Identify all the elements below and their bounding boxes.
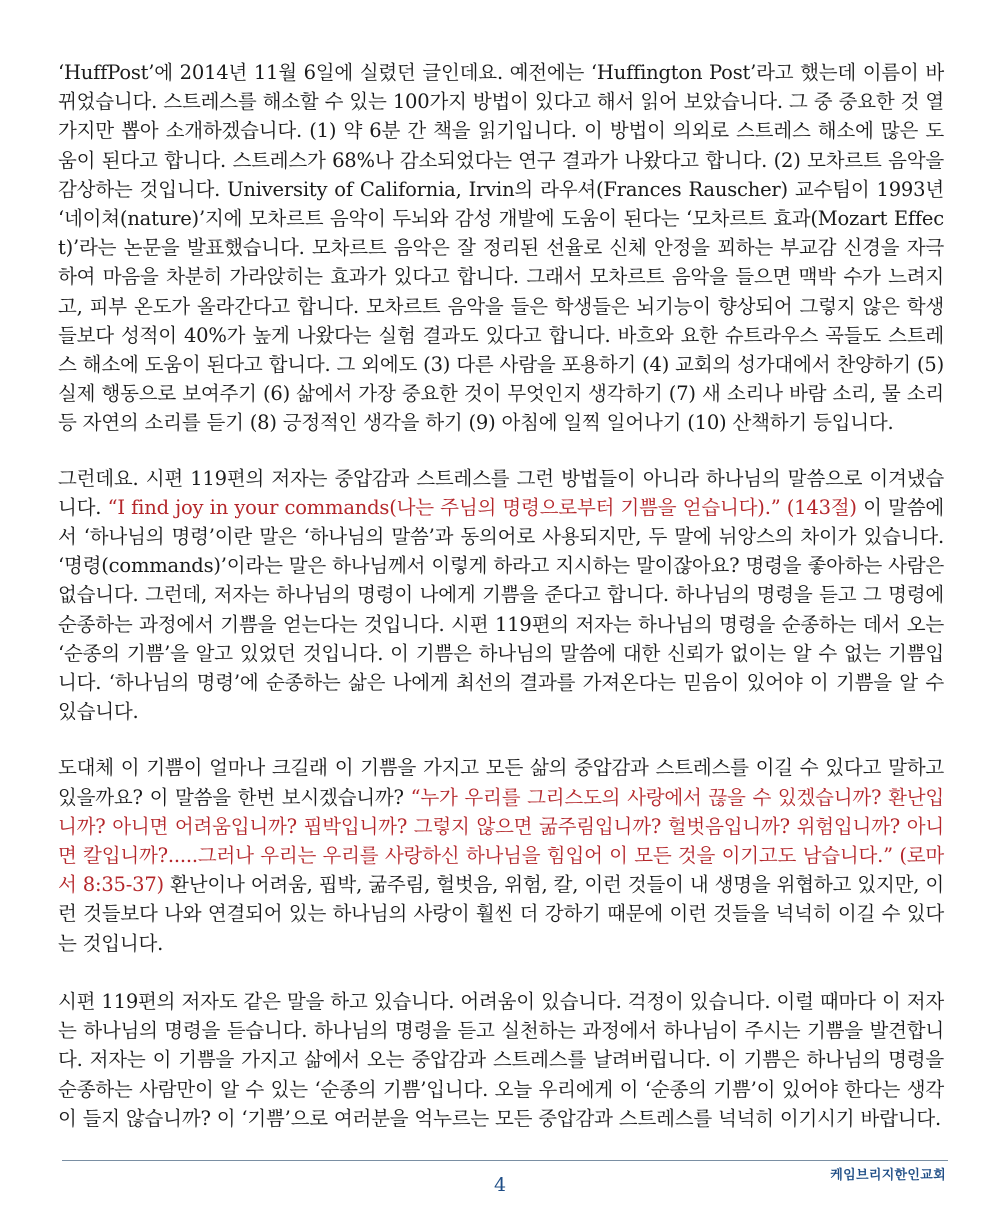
article-body — [58, 58, 944, 1159]
paragraph-1 — [58, 58, 944, 438]
footer-divider — [62, 1160, 948, 1161]
page-number: 4 — [493, 1174, 507, 1196]
paragraph-3-text-intro: 도대체 이 기쁨이 얼마나 크길래 이 기쁨을 가지고 모든 삶의 중압감과 스트레스를 이길 수 있다고 말하고 있을까요? 이 말씀을 한번 보시겠습니까? — [58, 756, 944, 809]
paragraph-1-text: ‘HuffPost’에 2014년 11월 6일에 실렸던 글인데요. 예전에는 ‘Huffington Post’라고 했는데 이름이 바뀌었습니다. 스트레스를 해소할 수 있는 100가지 방법이 있다고 해서 읽어 보았습니다. 그 중 중요한 것 열 가지만 뽑아 소개하겠습니다. (1) 약 6분 간 책을 읽기입니다. 이 방법이 의외로 스트레스 해소에 많은 도움이 된다고 합니다. 스트레스가 68%나 감소되었다는 연구 결과가 나왔다고 합니다. (2) 모차르트 음악을 감상하는 것입니다. University of California, Irvin의 라우셔(Frances Rauscher) 교수팀이 1993년 ‘네이쳐(nature)’지에 모차르트 음악이 두뇌와 감성 개발에 도움이 된다는 ‘모차르트 효과(Mozart Effect)’라는 논문을 발표했습니다. 모차르트 음악은 잘 정리된 선율로 신체 안정을 꾀하는 부교감 신경을 자극하여 마음을 차분히 가라앉히는 효과가 있다고 합니다. 그래서 모차르트 음악을 들으면 맥박 수가 느려지고, 피부 온도가 올라간다고 합니다. 모차르트 음악을 들은 학생들은 뇌기능이 향상되어 그렇지 않은 학생들보다 성적이 40%가 높게 나왔다는 실험 결과도 있다고 합니다. 바흐와 요한 슈트라우스 곡들도 스트레스 해소에 도움이 된다고 합니다. 그 외에도 (3) 다른 사람을 포용하기 (4) 교회의 성가대에서 찬양하기 (5) 실제 행동으로 보여주기 (6) 삶에서 가장 중요한 것이 무엇인지 생각하기 (7) 새 소리나 바람 소리, 물 소리 등 자연의 소리를 듣기 (8) 긍정적인 생각을 하기 (9) 아침에 일찍 일어나기 (10) 산책하기 등입니다. — [58, 61, 944, 435]
paragraph-2-text-intro: 그런데요. 시편 119편의 저자는 중압감과 스트레스를 그런 방법들이 아니라 하나님의 말씀으로 이겨냈습니다. — [58, 466, 944, 519]
paragraph-4-text: 시편 119편의 저자도 같은 말을 하고 있습니다. 어려움이 있습니다. 걱정이 있습니다. 이럴 때마다 이 저자는 하나님의 명령을 듣습니다. 하나님의 명령을 듣고 실천하는 과정에서 하나님이 주시는 기쁨을 발견합니다. 저자는 이 기쁨을 가지고 삶에서 오는 중압감과 스트레스를 날려버립니다. 이 기쁨은 하나님의 명령을 순종하는 사람만이 알 수 있는 ‘순종의 기쁨’입니다. 오늘 우리에게 이 ‘순종의 기쁨’이 있어야 한다는 생각이 들지 않습니까? 이 ‘기쁨’으로 여러분을 억누르는 모든 중압감과 스트레스를 넉넉히 이기시기 바랍니다. — [58, 989, 944, 1130]
paragraph-3 — [58, 753, 944, 957]
paragraph-4 — [58, 987, 944, 1133]
scripture-quote-romans-8: “누가 우리를 그리스도의 사랑에서 끊을 수 있겠습니까? 환난입니까? 아니면 어려움입니까? 핍박입니까? 그렇지 않으면 굶주림입니까? 헐벗음입니까? 위험입니까? 아니면 칼입니까?.....그러나 우리는 우리를 사랑하신 하나님을 힘입어 이 모든 것을 이기고도 남습니다.” (로마서 8:35-37) — [58, 785, 944, 897]
paragraph-3-text-body: 환난이나 어려움, 핍박, 굶주림, 헐벗음, 위험, 칼, 이런 것들이 내 생명을 위협하고 있지만, 이런 것들보다 나와 연결되어 있는 하나님의 사랑이 훨씬 더 강하기 때문에 이런 것들을 넉넉히 이길 수 있다는 것입니다. — [58, 873, 944, 955]
church-name: 케임브리지한인교회 — [830, 1168, 946, 1183]
paragraph-2 — [58, 464, 944, 727]
scripture-quote-psalm-119-143: “I find joy in your commands(나는 주님의 명령으로부터 기쁨을 얻습니다).” (143절) — [107, 495, 857, 519]
paragraph-2-text-body: 이 말씀에서 ‘하나님의 명령’이란 말은 ‘하나님의 말씀’과 동의어로 사용되지만, 두 말에 뉘앙스의 차이가 있습니다. ‘명령(commands)’이라는 말은 하나님께서 이렇게 하라고 지시하는 말이잖아요? 명령을 좋아하는 사람은 없습니다. 그런데, 저자는 하나님의 명령이 나에게 기쁨을 준다고 합니다. 하나님의 명령을 듣고 그 명령에 순종하는 과정에서 기쁨을 얻는다는 것입니다. 시편 119편의 저자는 하나님의 명령을 순종하는 데서 오는 ‘순종의 기쁨’을 알고 있었던 것입니다. 이 기쁨은 하나님의 말씀에 대한 신뢰가 없이는 알 수 없는 기쁨입니다. ‘하나님의 명령’에 순종하는 삶은 나에게 최선의 결과를 가져온다는 믿음이 있어야 이 기쁨을 알 수 있습니다. — [58, 495, 944, 724]
